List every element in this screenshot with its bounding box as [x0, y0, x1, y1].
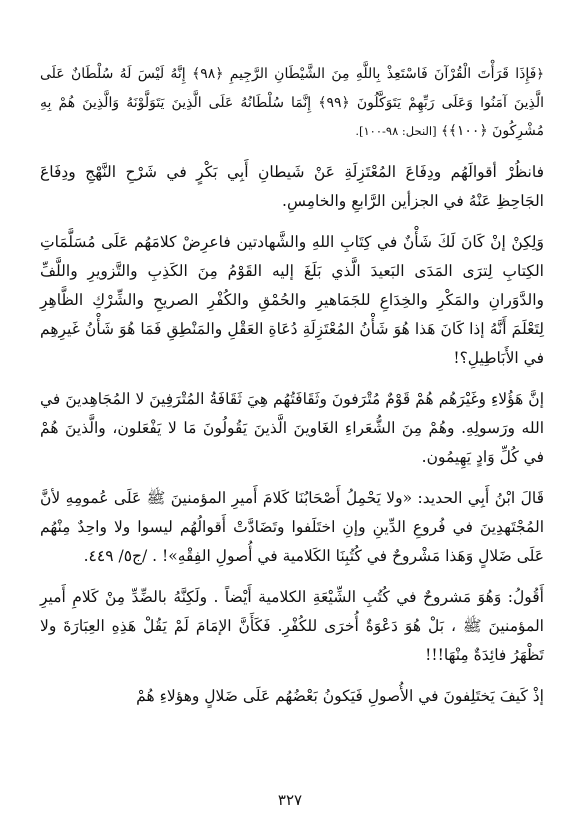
quran-verse-block	[40, 60, 544, 146]
author-comment: أَقُولُ: وَهُوَ مَشروحٌ في كُتُبِ الشِّيْعَةِ الكلامية أَيْضاً . ولَكِنَّهُ بالضِّدِّ مِنْ كَلامِ أَميرِ المؤمنينَ ﷺ ، بَلْ هُوَ دَعْوَةٌ أُخرَى للكُفْرِ. فَكَأَنَّ الإمَامَ لَمْ يَقُلْ هَذِهِ العِبَارَةَ ولا تَظْهَرُ فائِدَةٌ مِنْهَا!!!	[40, 588, 544, 664]
ibn-abi-al-hadid-quote: قَالَ ابْنُ أَبِي الحديد: «ولا يَحْمِلُ أَصْحَابُنَا كَلامَ أَميرِ المؤمنينَ ﷺ عَلَى عُمومِهِ لأنَّ المُجْتَهدِينَ في فُروعِ الدِّينِ وإنِ اختَلَفوا وتَضَادَّتْ أَقوالُهُم ليسوا ولا واحِدٌ مِنْهُم عَلَى ضَلالٍ وَهَذا مَشْروحٌ في كُتُبِنَا الكَلامية في أُصولِ الفِقْهِ»! . /ج٥/ ٤٤٩.	[40, 489, 544, 565]
paragraph-last: إذْ كَيفَ يَختَلِفونَ في الأُصولِ فَيَكونُ بَعْضُهُم عَلَى ضَلالٍ وهؤلاءِ هُمْ	[136, 687, 544, 705]
paragraph-3: إنَّ هَؤُلاءِ وغَيْرَهُم هُمْ قَوْمٌ مُتْرَفونَ وثَقَافَتُهُم هِيَ ثَقَافَةُ المُتْرَفِينَ لا المُجَاهِدينَ في الله ورَسولِهِ. وهُمْ مِنَ الشُّعَراءِ الغَاوينَ الَّذينَ يَقُولُونَ مَا لا يَفْعَلون، والَّذينَ هُمْ في كُلِّ وَادٍ يَهِيمُون.	[40, 390, 544, 466]
paragraph-1: فانظُرْ أقوالَهُم ودِفَاعَ المُعْتَزِلَةِ عَنْ شَيطانِ أَبِي بَكْرٍ في شَرْحِ النَّهْجِ ودِفَاعَ الجَاحِظِ عَنْهُ في الجزأين الرَّابعِ والخامِسِ.	[40, 163, 544, 210]
page-number: ٣٢٧	[277, 791, 303, 809]
paragraph-2: وَلِكِنْ إنْ كَانَ لَكَ شَأْنٌ في كِتَابِ اللهِ والشَّهادتين فاعرِضْ كلامَهُم عَلَى مُسَلَّمَاتِ الكِتابِ لِترَى المَدَى البَعيدَ الَّذي بَلَغَ إليه القَوْمُ مِنَ الكَذِبِ والتَّزويرِ واللَّفِّ والدَّوَرانِ والمَكْرِ والخِدَاعِ للجَمَاهيرِ والحُمْقِ والكُفْرِ الصريحِ والشِّرْكِ الظَّاهِرِ لِتَعْلَمَ أَنَّهُ إذا كَانَ هَذا هُوَ شَأْنُ المُعْتَزِلَةِ دُعَاةِ العَقْلِ والمَنْطِقِ فَمَا هُوَ شَأْنُ غَيرِهِم في الأَبَاطِيلِ؟!	[40, 233, 544, 367]
verse-reference: [النحل: ٩٨-١٠٠].	[355, 124, 437, 138]
verse-open-bracket: ﴿	[536, 67, 544, 82]
quran-verse-text: فَإِذَا قَرَأْتَ الْقُرْآنَ فَاسْتَعِذْ بِاللَّهِ مِنَ الشَّيْطَانِ الرَّجِيمِ ﴿٩٨﴾ إِنَّهُ لَيْسَ لَهُ سُلْطَانٌ عَلَى الَّذِينَ آمَنُوا وَعَلَى رَبِّهِمْ يَتَوَكَّلُونَ ﴿٩٩﴾ إِنَّمَا سُلْطَانُهُ عَلَى الَّذِينَ يَتَوَلَّوْنَهُ وَالَّذِينَ هُمْ بِهِ مُشْرِكُونَ ﴿١٠٠﴾	[40, 66, 544, 139]
verse-close-bracket: ﴾	[441, 124, 449, 139]
